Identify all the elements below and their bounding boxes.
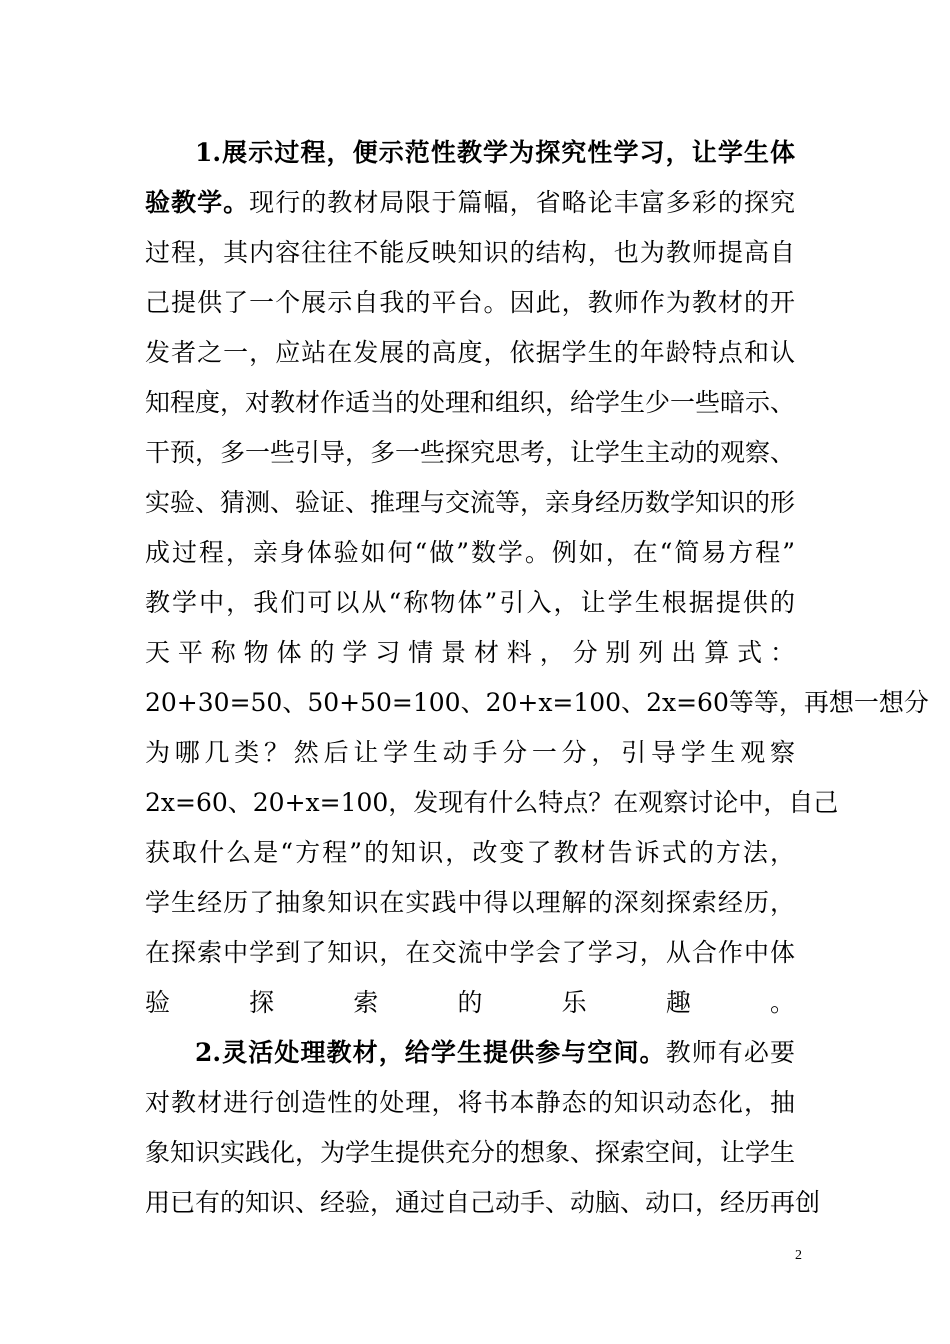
- page-number: 2: [795, 1248, 802, 1263]
- paragraph-line: 对教材进行创造性的处理，将书本静态的知识动态化，抽: [145, 1088, 795, 1117]
- paragraph-line: 教学中，我们可以从“称物体”引入，让学生根据提供的: [145, 588, 795, 617]
- paragraph-line: 发者之一，应站在发展的高度，依据学生的年龄特点和认: [145, 338, 795, 367]
- paragraph-line: 用已有的知识、经验，通过自己动手、动脑、动口，经历再创: [145, 1188, 821, 1217]
- section1-heading-part1: 1.展示过程，便示范性教学为探究性学习，让学生体: [195, 138, 795, 167]
- section1-heading-part2: 验教学。: [145, 188, 250, 217]
- section1-line-text: 现行的教材局限于篇幅，省略论丰富多彩的探究: [249, 188, 795, 217]
- paragraph-line: 在探索中学到了知识，在交流中学会了学习，从合作中体: [145, 938, 795, 967]
- paragraph-line: 象知识实践化，为学生提供充分的想象、探索空间，让学生: [145, 1138, 796, 1167]
- paragraph-line: 2x=60、20+x=100，发现有什么特点？在观察讨论中，自己: [145, 788, 839, 817]
- paragraph-line: 实验、猜测、验证、推理与交流等，亲身经历数学知识的形: [145, 488, 796, 517]
- paragraph-line: 验探索的乐趣。: [145, 988, 795, 1017]
- body-text: [145, 128, 929, 1228]
- paragraph-line: 20+30=50、50+50=100、20+x=100、2x=60等等，再想一想分: [145, 688, 929, 717]
- section2-first-line-text: 教师有必要: [665, 1038, 795, 1067]
- paragraph-line: 知程度，对教材作适当的处理和组织，给学生少一些暗示、: [145, 388, 796, 417]
- paragraph-line: 干预，多一些引导，多一些探究思考，让学生主动的观察、: [145, 438, 796, 467]
- paragraph-line: 己提供了一个展示自我的平台。因此，教师作为教材的开: [145, 288, 795, 317]
- section2-heading-line: [145, 1028, 795, 1078]
- paragraph-line: 获取什么是“方程”的知识，改变了教材告诉式的方法，: [145, 838, 795, 867]
- paragraph-line: 学生经历了抽象知识在实践中得以理解的深刻探索经历，: [145, 888, 795, 917]
- paragraph-line: 成过程，亲身体验如何“做”数学。例如，在“简易方程”: [145, 538, 795, 567]
- paragraph-line: 过程，其内容往往不能反映知识的结构，也为教师提高自: [145, 238, 795, 267]
- paragraph-line: 天平称物体的学习情景材料，分别列出算式：: [145, 638, 795, 667]
- section2-heading: 2.灵活处理教材，给学生提供参与空间。: [195, 1038, 666, 1067]
- paragraph-line: 为哪几类？然后让学生动手分一分，引导学生观察: [145, 738, 795, 767]
- section1-heading-line: [145, 128, 795, 178]
- paragraph-line: [145, 178, 795, 228]
